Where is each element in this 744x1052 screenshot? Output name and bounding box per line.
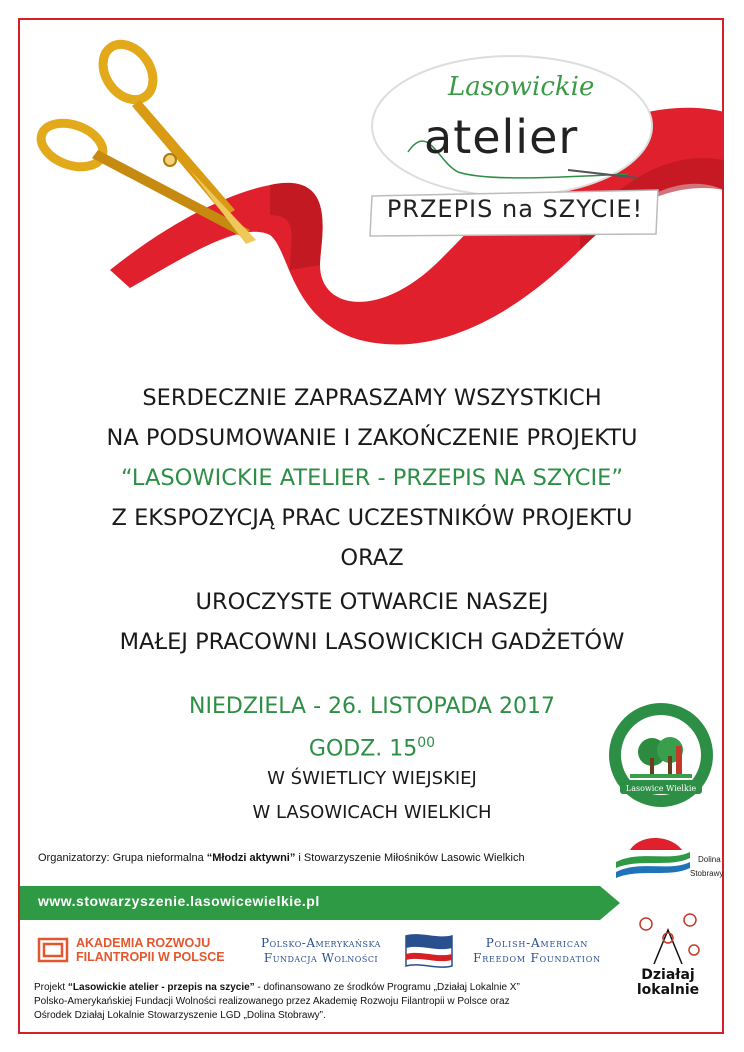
invitation-line-1: SERDECZNIE ZAPRASZAMY WSZYSTKICH: [142, 385, 602, 411]
pafw-name: [246, 936, 396, 966]
arfp-icon: [38, 938, 68, 962]
invitation-line-5: ORAZ: [340, 545, 404, 571]
event-venue-2: W LASOWICACH WIELKICH: [252, 802, 492, 823]
logo-script-text: Lasowickie: [448, 72, 595, 102]
funding-project-title: “Lasowickie atelier - przepis na szycie”: [67, 982, 255, 993]
pafw-line-1: Polsko-Amerykańska: [261, 936, 381, 950]
event-date: NIEDZIELA - 26. LISTOPADA 2017: [189, 694, 555, 719]
invitation-line-4: Z EKSPOZYCJĄ PRAC UCZESTNIKÓW PROJEKTU: [111, 505, 633, 531]
invitation-line-2: NA PODSUMOWANIE I ZAKOŃCZENIE PROJEKTU: [106, 425, 638, 451]
organizers-group: “Młodzi aktywni”: [206, 852, 296, 864]
organizers: [38, 852, 525, 864]
paff-line-1: Polish-American: [485, 936, 589, 950]
dolina-line-1: Dolina: [698, 855, 721, 864]
dzialaj-line-1: Działaj: [641, 967, 695, 983]
lasowice-wielkie-badge: [606, 700, 716, 810]
event-venue-1: W ŚWIETLICY WIEJSKIEJ: [267, 768, 477, 789]
project-title: “LASOWICKIE ATELIER - PRZEPIS NA SZYCIE”: [120, 465, 624, 491]
organizers-suffix: i Stowarzyszenie Miłośników Lasowic Wielkich: [295, 852, 525, 864]
event-time-minutes: 00: [417, 735, 436, 751]
arfp-line-1: AKADEMIA ROZWOJU: [76, 936, 211, 950]
logo-tagline: PRZEPIS na SZYCIE!: [386, 195, 644, 223]
pafw-line-2: Fundacja Wolności: [263, 951, 379, 965]
funding-note: [34, 981, 614, 1023]
funding-prefix: Projekt: [34, 982, 68, 993]
dolina-stobrawy-logo: [610, 832, 724, 890]
logo-main-text: atelier: [424, 110, 579, 164]
invitation-line-6: UROCZYSTE OTWARCIE NASZEJ: [195, 589, 549, 615]
organizers-prefix: Organizatorzy: Grupa nieformalna: [38, 852, 207, 864]
event-time-prefix: GODZ. 15: [308, 736, 418, 762]
arfp-line-2: FILANTROPII W POLSCE: [76, 950, 225, 964]
funding-line-3: Ośrodek Działaj Lokalnie Stowarzyszenie LGD „Dolina Stobrawy”.: [34, 1010, 326, 1021]
arfp-name: [76, 936, 225, 964]
dzialaj-lokalnie-logo: [636, 968, 700, 998]
dolina-line-2: Stobrawy: [690, 869, 724, 878]
website-url[interactable]: www.stowarzyszenie.lasowicewielkie.pl: [38, 893, 320, 909]
dzialaj-lokalnie-icon: [634, 910, 704, 968]
paff-line-2: Freedom Foundation: [473, 951, 601, 965]
badge-name: Lasowice Wielkie: [625, 784, 697, 793]
invitation-line-7: MAŁEJ PRACOWNI LASOWICKICH GADŻETÓW: [119, 629, 625, 655]
funding-line-1: [34, 981, 614, 995]
paff-name: [462, 936, 612, 966]
event-time: [40, 726, 704, 766]
funding-suffix: - dofinansowano ze środków Programu „Działaj Lokalnie X”: [254, 982, 520, 993]
funding-line-2: Polsko-Amerykańskiej Fundacji Wolności realizowanego przez Akademię Rozwoju Filantropii w Polsce oraz: [34, 996, 510, 1007]
pafw-flag-icon: [404, 932, 454, 970]
scissors-icon: [35, 35, 256, 244]
dzialaj-line-2: lokalnie: [636, 982, 700, 998]
